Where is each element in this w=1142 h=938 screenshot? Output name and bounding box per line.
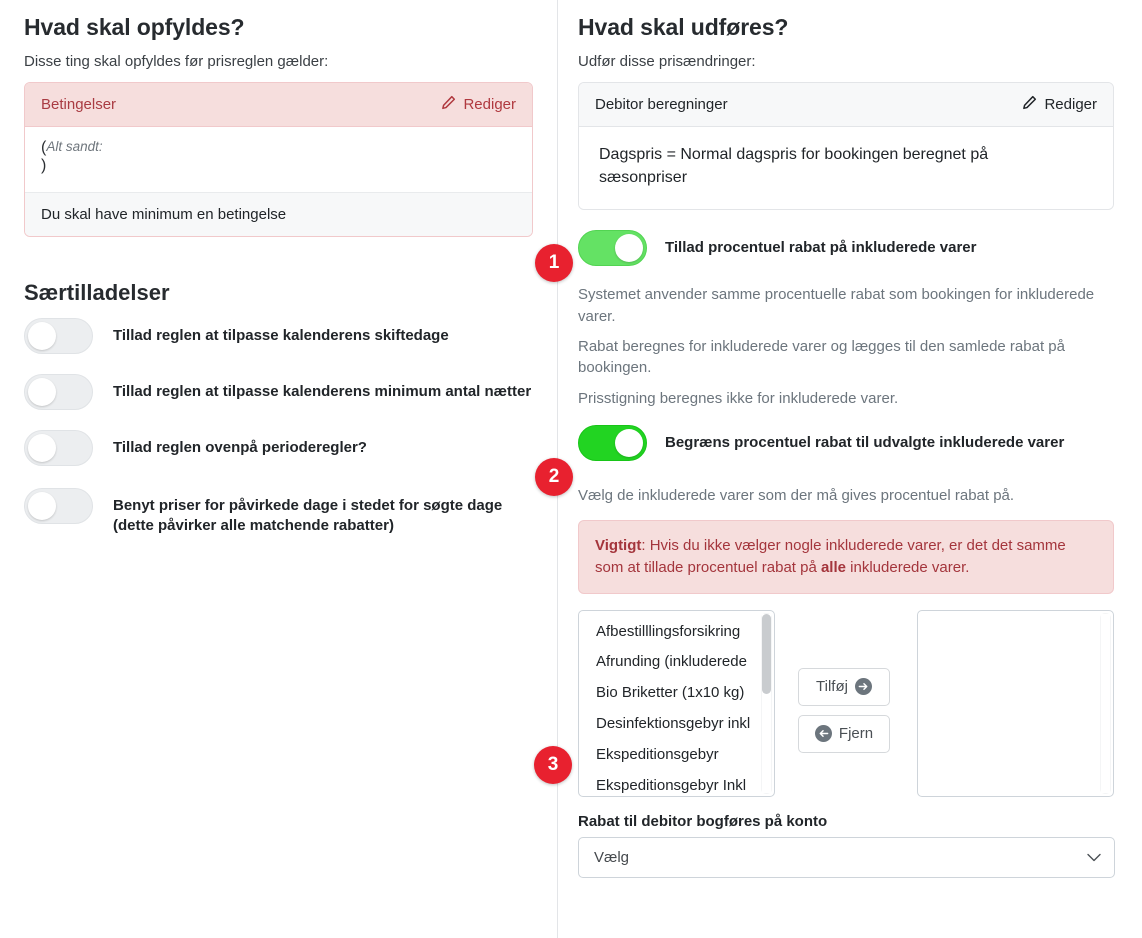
permissions-heading: Særtilladelser [24,279,170,305]
list-item[interactable]: Ekspeditionsgebyr Inkl [596,776,747,794]
scrollbar-thumb[interactable] [762,614,771,694]
toggle-knob [615,234,643,262]
conditions-card-title: Betingelser [41,96,117,113]
pencil-icon [1022,95,1037,114]
permission-row-affected-days-pricing [24,488,533,536]
toggle-min-nights[interactable] [24,374,93,410]
toggle-affected-days-pricing[interactable] [24,488,93,524]
edit-conditions-button[interactable] [441,95,516,114]
account-select[interactable] [578,837,1115,878]
pencil-icon [441,95,456,114]
select-items-hint: Vælg de inkluderede varer som der må gives procentuel rabat på. [578,486,1015,504]
alert-text-part-2: inkluderede varer. [846,558,970,576]
available-list-scrollbar[interactable] [762,614,771,793]
account-select-value: Vælg [594,848,630,866]
dual-list-selector [578,610,1114,797]
remove-button[interactable] [798,715,890,753]
alert-strong-label: Vigtigt [595,537,642,555]
expression-close-line [41,157,516,175]
toggle-on-top-period-rules[interactable] [24,430,93,466]
debtor-calculations-title: Debitor beregninger [595,96,728,113]
edit-calculations-label: Rediger [1044,96,1097,113]
expression-open-line [41,139,516,157]
toggle-allow-percent-discount[interactable] [578,230,647,266]
permission-label-affected-days-pricing: Benyt priser for påvirkede dage i stedet for søgte dage (dette påvirker alle matchende rabatter) [113,496,503,534]
label-allow-percent-discount: Tillad procentuel rabat på inkluderede varer [665,239,977,257]
alert-strong-all: alle [820,558,846,576]
available-items-list [579,617,774,797]
arrow-right-circle-icon [855,678,872,695]
chevron-down-icon [1087,850,1101,865]
toggle-knob [28,322,56,350]
toggle-knob [28,378,56,406]
toggle-row-allow-percent-discount [578,230,1114,266]
permission-label-on-top-period-rules: Tillad reglen ovenpå perioderegler? [113,438,367,456]
actions-column [557,0,1142,938]
add-button[interactable] [798,668,890,706]
toggle-calendar-changeover[interactable] [24,318,93,354]
edit-conditions-label: Rediger [463,96,516,113]
list-item[interactable]: Afbestilllingsforsikring [596,622,741,640]
toggle-knob [28,492,56,520]
permission-label-calendar-changeover: Tillad reglen at tilpasse kalenderens skiftedage [113,326,449,344]
actions-lead-text: Udfør disse prisændringer: [578,53,756,70]
available-items-listbox[interactable] [578,610,775,797]
info-paragraph-2: Rabat beregnes for inkluderede varer og lægges til den samlede rabat på bookingen. [578,337,1065,377]
account-field-label: Rabat til debitor bogføres på konto [578,812,828,830]
conditions-column [0,0,557,938]
permission-row-on-top-period-rules [24,430,533,466]
expression-open-paren: ( [41,139,47,156]
expression-note: Alt sandt: [46,139,103,154]
info-paragraph-3: Prisstigning beregnes ikke for inkluderede varer. [578,389,899,407]
conditions-expression-body[interactable] [25,127,532,192]
toggle-knob [28,434,56,462]
toggle-limit-percent-discount[interactable] [578,425,647,461]
dual-list-buttons [775,610,890,753]
conditions-card-header [25,83,532,127]
remove-button-label: Fjern [838,725,874,743]
conditions-lead-text: Disse ting skal opfyldes før prisreglen gælder: [24,53,329,70]
step-badge-3: 3 [534,746,572,784]
expression-close-paren: ) [41,157,47,175]
important-warning-alert [578,520,1114,594]
permission-row-min-nights [24,374,533,410]
list-item[interactable]: Ekspeditionsgebyr [596,745,719,763]
calculation-formula: Dagspris = Normal dagspris for bookingen beregnet på sæsonpriser [599,146,989,187]
label-limit-percent-discount: Begræns procentuel rabat til udvalgte inkluderede varer [665,433,1065,451]
page-title-actions: Hvad skal udføres? [578,14,789,40]
step-badge-1: 1 [535,244,573,282]
debtor-calculations-card [578,82,1114,210]
permission-label-min-nights: Tillad reglen at tilpasse kalenderens minimum antal nætter [113,382,532,400]
selected-items-listbox[interactable] [917,610,1114,797]
debtor-calculations-body [579,127,1113,209]
edit-calculations-button[interactable] [1022,95,1097,114]
alert-text-part-1: : Hvis du ikke vælger nogle inkluderede varer, er det det samme som at tillade procentuel rabat på [595,537,1066,576]
list-item[interactable]: Bio Briketter (1x10 kg) [596,684,745,702]
conditions-card [24,82,533,237]
page-title-conditions: Hvad skal opfyldes? [24,14,245,40]
selected-list-scrollbar[interactable] [1101,614,1110,793]
info-paragraph-1: Systemet anvender samme procentuelle rabat som bookingen for inkluderede varer. [578,286,1095,325]
toggle-row-limit-percent-discount [578,425,1114,461]
step-badge-2: 2 [535,458,573,496]
debtor-calculations-header [579,83,1113,127]
list-item[interactable]: Desinfektionsgebyr inkl [596,715,751,733]
list-item[interactable]: Afrunding (inkluderede [596,653,747,671]
toggle-knob [615,429,643,457]
add-button-label: Tilføj [816,678,848,696]
permission-row-calendar-changeover [24,318,533,354]
conditions-validation-message: Du skal have minimum en betingelse [25,192,532,236]
arrow-left-circle-icon [815,725,832,742]
